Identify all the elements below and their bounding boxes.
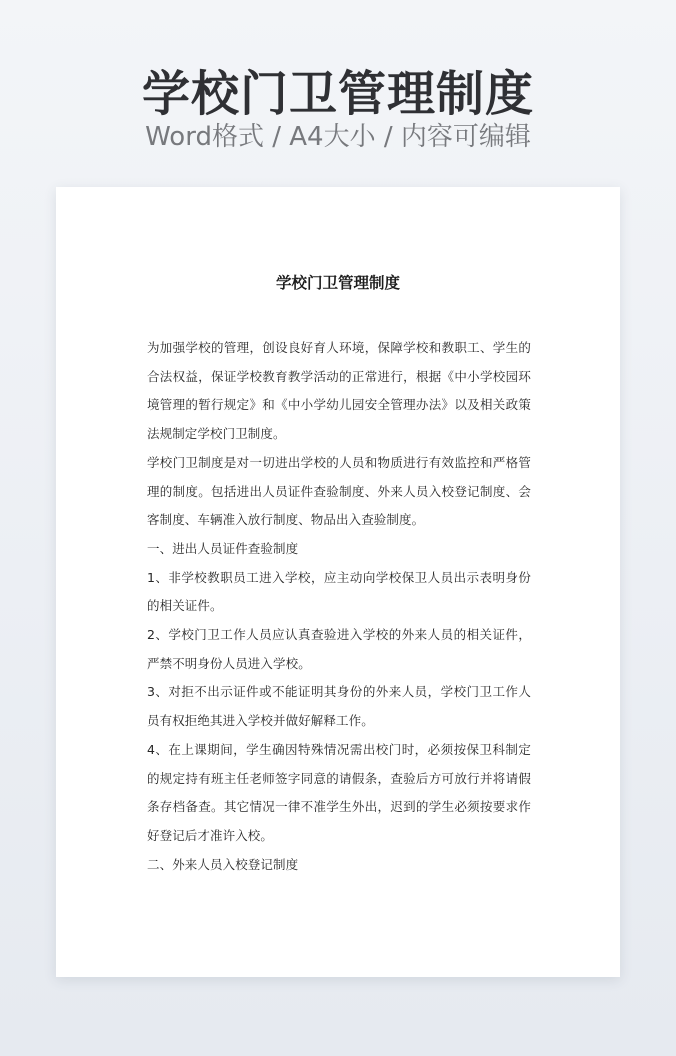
document-page: [56, 187, 620, 977]
list-item-2: 2、学校门卫工作人员应认真查验进入学校的外来人员的相关证件，严禁不明身份人员进入学校。: [147, 627, 531, 671]
section-heading-2: 二、外来人员入校登记制度: [147, 856, 299, 872]
banner-title: 学校门卫管理制度: [141, 66, 534, 122]
document-title: 学校门卫管理制度: [275, 274, 400, 292]
paragraph-intro: 为加强学校的管理，创设良好育人环境，保障学校和教职工、学生的合法权益，保证学校教育教学活动的正常进行，根据《中小学校园环境管理的暂行规定》和《中小学幼儿园安全管理办法》以及相关政策法规制定学校门卫制度。: [147, 340, 531, 442]
banner-subtitle: Word格式 / A4大小 / 内容可编辑: [145, 122, 531, 152]
paragraph-definition: 学校门卫制度是对一切进出学校的人员和物质进行有效监控和严格管理的制度。包括进出人员证件查验制度、外来人员入校登记制度、会客制度、车辆准入放行制度、物品出入查验制度。: [147, 454, 531, 528]
list-item-1: 1、非学校教职员工进入学校，应主动向学校保卫人员出示表明身份的相关证件。: [147, 569, 531, 614]
list-item-4: 4、在上课期间，学生确因特殊情况需出校门时，必须按保卫科制定的规定持有班主任老师签字同意的请假条，查验后方可放行并将请假条存档备查。其它情况一律不准学生外出，迟到的学生必须按要求作好登记后才准许入校。: [147, 741, 531, 843]
banner: [0, 0, 676, 186]
document-body: [147, 334, 531, 879]
section-heading-1: 一、进出人员证件查验制度: [147, 540, 299, 556]
list-item-3: 3、对拒不出示证件或不能证明其身份的外来人员，学校门卫工作人员有权拒绝其进入学校并做好解释工作。: [147, 684, 531, 729]
